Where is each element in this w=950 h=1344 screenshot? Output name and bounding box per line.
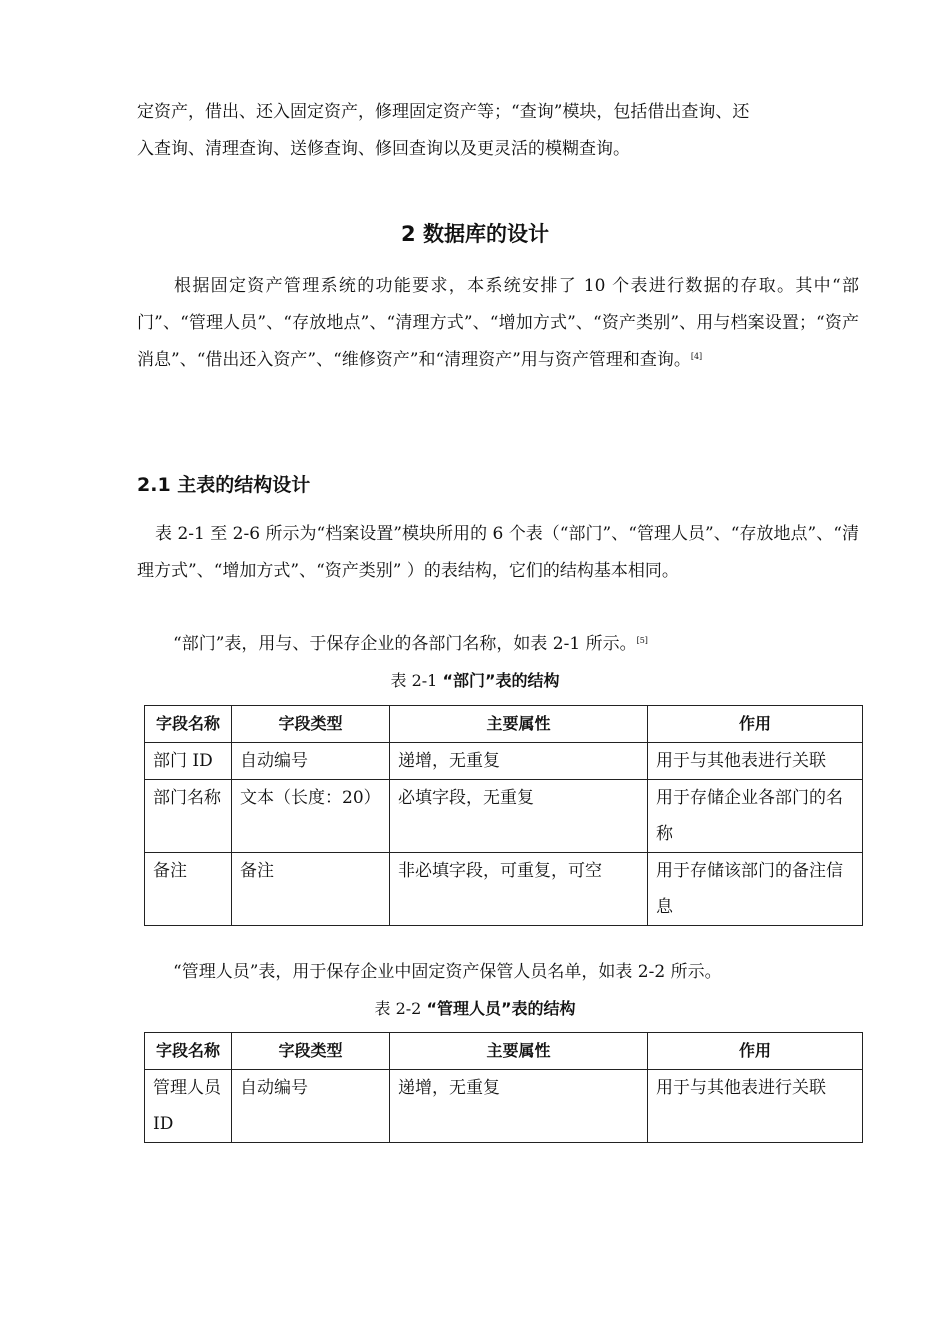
header-purpose: 作用 [648,706,863,743]
table-header-row [145,1033,863,1070]
cell: 部门 ID [145,743,232,780]
table-1-caption-text: “部门”表的结构 [442,671,560,690]
section-2-1-heading: 2.1 主表的结构设计 [137,474,311,496]
section-2-1-text: 表 2-1 至 2-6 所示为“档案设置”模块所用的 6 个表（“部门”、“管理人员”、“存放地点”、“清理方式”、“增加方式”、“资产类别” ）的表结构，它们的结构基本相同。 [137,524,859,581]
cell: 管理人员 ID [145,1070,232,1143]
header-purpose: 作用 [648,1033,863,1070]
cell: 备注 [145,853,232,926]
dept-table-intro [137,626,859,663]
intro-paragraph [137,94,859,168]
section-2-text: 根据固定资产管理系统的功能要求，本系统安排了 10 个表进行数据的存取。其中“部门”、“管理人员”、“存放地点”、“清理方式”、“增加方式”、“资产类别”、用与档案设置；“资产消息”、“借出还入资产”、“维修资产”和“清理资产”用与资产管理和查询。 [137,276,859,370]
table-2-caption-number: 表 2-2 [374,999,422,1018]
citation-4: [4] [690,352,703,361]
intro-line-1: 定资产，借出、还入固定资产，修理固定资产等；“查询”模块，包括借出查询、还 [137,102,750,122]
cell: 递增，无重复 [390,1070,648,1143]
table-2-manager-structure [144,1032,863,1143]
cell: 用于存储企业各部门的名称 [648,780,863,853]
citation-5: [5] [636,636,648,645]
table-row [145,853,863,926]
cell: 用于与其他表进行关联 [648,1070,863,1143]
table-1-dept-structure [144,705,863,926]
cell: 递增，无重复 [390,743,648,780]
header-field-type: 字段类型 [232,1033,390,1070]
section-2-1-paragraph [137,516,859,590]
table-header-row [145,706,863,743]
cell: 备注 [232,853,390,926]
table-row [145,780,863,853]
header-field-name: 字段名称 [145,1033,232,1070]
dept-intro-text: “部门”表，用与、于保存企业的各部门名称，如表 2-1 所示。 [173,634,637,654]
header-main-attr: 主要属性 [390,1033,648,1070]
table-2-caption [0,994,950,1024]
table-2-caption-text: “管理人员”表的结构 [426,999,576,1018]
cell: 用于存储该部门的备注信息 [648,853,863,926]
cell: 用于与其他表进行关联 [648,743,863,780]
header-main-attr: 主要属性 [390,706,648,743]
cell: 自动编号 [232,1070,390,1143]
table-row [145,1070,863,1143]
mgr-intro-text: “管理人员”表，用于保存企业中固定资产保管人员名单，如表 2-2 所示。 [173,962,722,982]
intro-line-2: 入查询、清理查询、送修查询、修回查询以及更灵活的模糊查询。 [137,139,630,159]
header-field-type: 字段类型 [232,706,390,743]
header-field-name: 字段名称 [145,706,232,743]
cell: 非必填字段，可重复，可空 [390,853,648,926]
cell: 文本（长度：20） [232,780,390,853]
table-row [145,743,863,780]
cell: 必填字段，无重复 [390,780,648,853]
section-2-heading: 2 数据库的设计 [401,222,549,246]
section-2-paragraph [137,268,859,379]
table-1-caption [0,666,950,696]
cell: 部门名称 [145,780,232,853]
mgr-table-intro [137,954,859,991]
cell: 自动编号 [232,743,390,780]
table-1-caption-number: 表 2-1 [390,671,438,690]
